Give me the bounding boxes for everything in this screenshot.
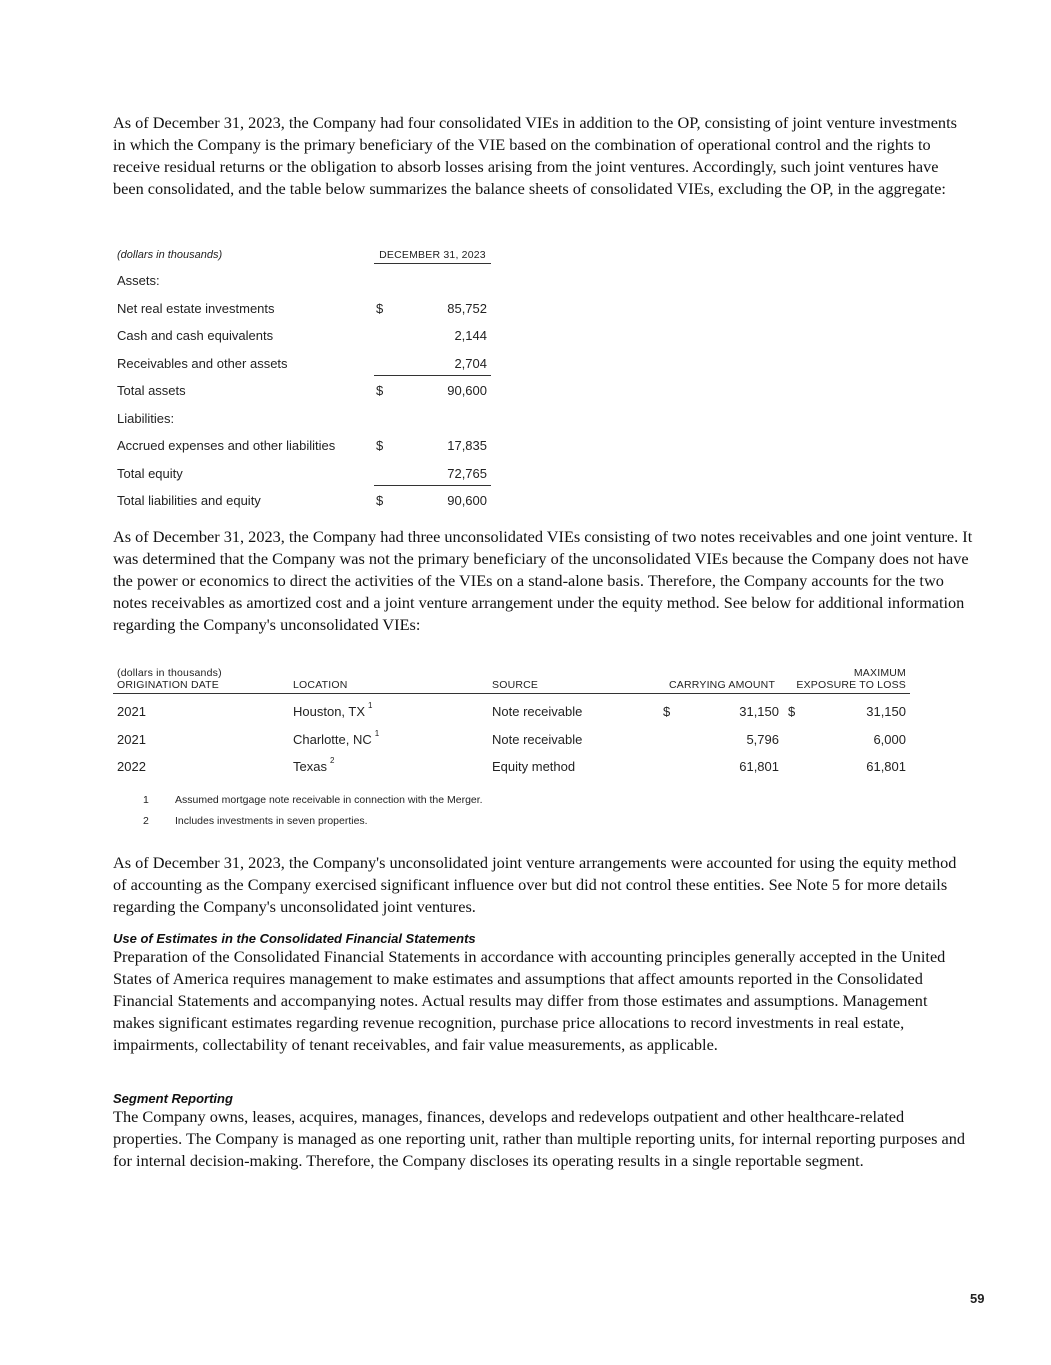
units-label: (dollars in thousands) — [117, 249, 223, 261]
row-label: Total assets — [117, 383, 186, 398]
table-row — [113, 294, 493, 322]
cell-location — [293, 756, 335, 774]
cell-carrying-amount: 31,150 — [739, 704, 779, 719]
currency-symbol: $ — [788, 704, 796, 719]
currency-symbol: $ — [376, 383, 384, 398]
row-value: 90,600 — [447, 493, 487, 508]
currency-symbol: $ — [376, 493, 384, 508]
location-text: Charlotte, NC — [293, 731, 372, 747]
table-row — [113, 459, 493, 487]
consolidated-vie-balance-sheet-table — [113, 246, 493, 514]
cell-carrying-amount: 5,796 — [746, 731, 779, 747]
cell-carrying-amount: 61,801 — [739, 759, 779, 774]
cell-source: Note receivable — [492, 731, 583, 747]
column-header-date: DECEMBER 31, 2023 — [374, 249, 491, 264]
footnote-text: Assumed mortgage note receivable in connection with the Merger. — [175, 794, 483, 806]
cell-source: Equity method — [492, 759, 576, 774]
unconsolidated-vie-table — [113, 664, 910, 777]
table-row — [113, 694, 910, 722]
cell-location — [293, 728, 380, 747]
footnote — [143, 794, 483, 806]
footnote-marker: 1 — [374, 728, 380, 738]
row-label: Net real estate investments — [117, 300, 275, 316]
table-row — [113, 376, 493, 404]
row-label: Receivables and other assets — [117, 355, 288, 371]
column-header-source: SOURCE — [492, 679, 539, 691]
column-header-origination-date: ORIGINATION DATE — [117, 679, 219, 691]
units-label: (dollars in thousands) — [117, 667, 222, 679]
cell-max-exposure: 6,000 — [873, 731, 906, 747]
location-text: Texas — [293, 759, 327, 774]
column-header-maximum: MAXIMUM — [853, 667, 906, 679]
footnote-number: 1 — [143, 794, 149, 806]
cell-date: 2022 — [117, 759, 146, 774]
row-value: 2,704 — [454, 355, 487, 371]
table-row — [113, 431, 493, 459]
table-row — [113, 349, 493, 377]
column-header-carrying-amount: CARRYING AMOUNT — [669, 679, 776, 691]
location-text: Houston, TX — [293, 704, 366, 719]
currency-symbol: $ — [663, 704, 671, 719]
table-header — [113, 246, 493, 266]
unconsolidated-vie-paragraph: As of December 31, 2023, the Company had three unconsolidated VIEs consisting of two notes receivables and one joint venture. It was determined that the Company was not the primary beneficiary of the unconsolidated VIEs because the Company does not have the power or economics to direct the activities of the VIEs on a stand-alone basis. Therefore, the Company accounts for the two notes receivables as amortized cost and a joint venture arrangement under the equity method. See below for additional information regarding the Company's unconsolidated VIEs: — [113, 527, 973, 634]
footnote-number: 2 — [143, 815, 149, 827]
segment-reporting-paragraph: The Company owns, leases, acquires, manages, finances, develops and redevelops outpatient and other healthcare-related properties. The Company is managed as one reporting unit, rather than multiple reporting units, for internal reporting purposes and for internal decision-making. Therefore, the Company discloses its operating results in a single reportable segment. — [113, 1107, 965, 1170]
cell-date: 2021 — [117, 704, 146, 719]
joint-venture-paragraph: As of December 31, 2023, the Company's unconsolidated joint venture arrangements were accounted for using the equity method of accounting as the Company exercised significant influence over but did not control these entities. See Note 5 for more details regarding the Company's unconsolidated joint ventures. — [113, 853, 957, 916]
table-row — [113, 404, 493, 432]
cell-max-exposure: 31,150 — [866, 704, 906, 719]
column-header-exposure-to-loss: EXPOSURE TO LOSS — [796, 679, 906, 691]
row-label: Cash and cash equivalents — [117, 328, 274, 343]
row-label: Liabilities: — [117, 410, 175, 426]
row-label: Total equity — [117, 465, 183, 481]
estimates-paragraph: Preparation of the Consolidated Financial Statements in accordance with accounting principles generally accepted in the United States of America requires management to make estimates and assumptions that affect amounts reported in the Consolidated Financial Statements and accompanying notes. Actual results may differ from those estimates and assumptions. Management makes significant estimates regarding revenue recognition, purchase price allocations to record investments in real estate, impairments, collectability of tenant receivables, and fair value measurements, as applicable. — [113, 947, 946, 1054]
row-value: 72,765 — [447, 465, 487, 481]
cell-source: Note receivable — [492, 704, 583, 719]
table-header — [113, 664, 910, 694]
table-row — [113, 321, 493, 349]
footnote-marker: 2 — [329, 756, 335, 765]
cell-max-exposure: 61,801 — [866, 759, 906, 774]
section-heading-estimates: Use of Estimates in the Consolidated Financial Statements — [113, 931, 476, 946]
row-value: 90,600 — [447, 383, 487, 398]
currency-symbol: $ — [376, 438, 384, 453]
section-heading-segment-reporting: Segment Reporting — [113, 1091, 233, 1106]
row-value: 85,752 — [447, 300, 487, 316]
footnote-text: Includes investments in seven properties. — [175, 815, 368, 827]
column-header-location: LOCATION — [293, 679, 348, 691]
table-row — [113, 266, 493, 294]
cell-date: 2021 — [117, 731, 146, 747]
row-label: Total liabilities and equity — [117, 493, 261, 508]
intro-paragraph: As of December 31, 2023, the Company had four consolidated VIEs in addition to the OP, consisting of joint venture investments in which the Company is the primary beneficiary of the VIE based on the combination of operational control and the rights to receive residual returns or the obligation to absorb losses arising from the joint ventures. Accordingly, such joint ventures have been consolidated, and the table below summarizes the balance sheets of consolidated VIEs, excluding the OP, in the aggregate: — [113, 113, 957, 198]
cell-location — [293, 701, 373, 719]
footnote — [143, 815, 368, 827]
table-row — [113, 486, 493, 514]
row-label: Assets: — [117, 273, 160, 288]
footnote-marker: 1 — [368, 701, 373, 710]
table-row — [113, 722, 910, 750]
row-label: Accrued expenses and other liabilities — [117, 438, 336, 453]
currency-symbol: $ — [376, 300, 384, 316]
row-value: 2,144 — [454, 328, 487, 343]
row-value: 17,835 — [447, 438, 487, 453]
table-row — [113, 749, 910, 777]
page-number: 59 — [970, 1291, 985, 1306]
